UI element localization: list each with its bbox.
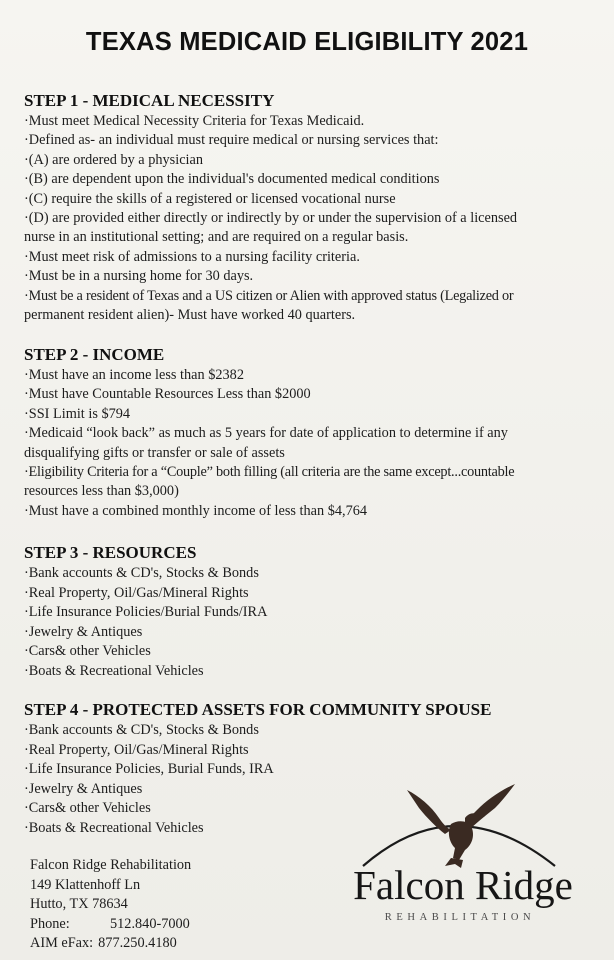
city-state-zip: Hutto, TX 78634 (30, 896, 128, 912)
step4-line: ·Cars& other Vehicles (24, 800, 151, 817)
street-address: 149 Klattenhoff Ln (30, 876, 141, 893)
step3-line: ·Cars& other Vehicles (24, 643, 151, 660)
fax-number: 877.250.4180 (98, 935, 177, 951)
step3-section (24, 542, 604, 682)
fax-row (30, 934, 290, 954)
facility-name: Falcon Ridge Rehabilitation (30, 857, 192, 873)
step4-line: ·Boats & Recreational Vehicles (24, 819, 204, 836)
step1-line: ·Must meet risk of admissions to a nursing facility criteria. (24, 248, 360, 265)
step1-line: ·(D) are provided either directly or indirectly by or under the supervision of a licensed (24, 210, 518, 227)
step2-heading: STEP 2 - INCOME (24, 345, 165, 364)
step4-line: ·Bank accounts & CD's, Stocks & Bonds (24, 722, 259, 738)
step1-line: permanent resident alien)- Must have worked 40 quarters. (24, 307, 356, 324)
logo-subtitle: REHABILITATION (384, 912, 536, 923)
step3-line: ·Boats & Recreational Vehicles (24, 662, 204, 679)
step1-line: ·(B) are dependent upon the individual's documented medical conditions (24, 171, 440, 188)
step4-line: ·Jewelry & Antiques (24, 780, 143, 797)
step1-line: nurse in an institutional setting; and are required on a regular basis. (24, 229, 409, 246)
step1-line: ·(A) are ordered by a physician (24, 151, 204, 168)
step4-heading: STEP 4 - PROTECTED ASSETS FOR COMMUNITY SPOUSE (24, 700, 492, 719)
logo-wordmark: Falcon Ridge (353, 862, 573, 908)
phone-number: 512.840-7000 (110, 915, 190, 932)
step1-line: ·Must meet Medical Necessity Criteria for Texas Medicaid. (24, 113, 365, 129)
step1-section (24, 90, 604, 325)
contact-block (30, 856, 290, 954)
step3-line: ·Bank accounts & CD's, Stocks & Bonds (24, 565, 259, 581)
step2-line: ·Must have a combined monthly income of less than $4,764 (24, 502, 368, 519)
step1-line: ·Must be a resident of Texas and a US citizen or Alien with approved status (Legalized or (24, 287, 514, 304)
step2-line: ·Medicaid “look back” as much as 5 years for date of application to determine if any (24, 425, 508, 442)
step4-line: ·Real Property, Oil/Gas/Mineral Rights (24, 741, 249, 758)
fax-label: AIM eFax: (30, 935, 94, 951)
falcon-icon (315, 778, 605, 870)
step3-heading: STEP 3 - RESOURCES (24, 543, 197, 562)
step3-line: ·Real Property, Oil/Gas/Mineral Rights (24, 584, 249, 601)
step2-section (24, 344, 604, 521)
phone-label: Phone: (30, 915, 70, 932)
step2-line: ·Must have an income less than $2382 (24, 367, 244, 383)
step1-heading: STEP 1 - MEDICAL NECESSITY (24, 91, 275, 110)
step1-line: ·(C) require the skills of a registered or licensed vocational nurse (24, 190, 396, 207)
phone-row (30, 915, 290, 935)
step2-line: resources less than $3,000) (24, 483, 179, 500)
page-title: TEXAS MEDICAID ELIGIBILITY 2021 (85, 28, 529, 56)
step2-line: ·Must have Countable Resources Less than $2000 (24, 386, 311, 403)
step4-line: ·Life Insurance Policies, Burial Funds, IRA (24, 761, 274, 778)
step2-line: ·SSI Limit is $794 (24, 405, 131, 422)
step1-line: ·Defined as- an individual must require medical or nursing services that: (24, 132, 439, 149)
step2-line: disqualifying gifts or transfer or sale of assets (24, 444, 285, 461)
step2-line: ·Eligibility Criteria for a “Couple” both filling (all criteria are the same except...countable (24, 464, 515, 481)
step3-line: ·Jewelry & Antiques (24, 623, 143, 640)
step3-line: ·Life Insurance Policies/Burial Funds/IRA (24, 604, 268, 621)
step1-line: ·Must be in a nursing home for 30 days. (24, 268, 254, 285)
falcon-ridge-logo (315, 778, 605, 928)
